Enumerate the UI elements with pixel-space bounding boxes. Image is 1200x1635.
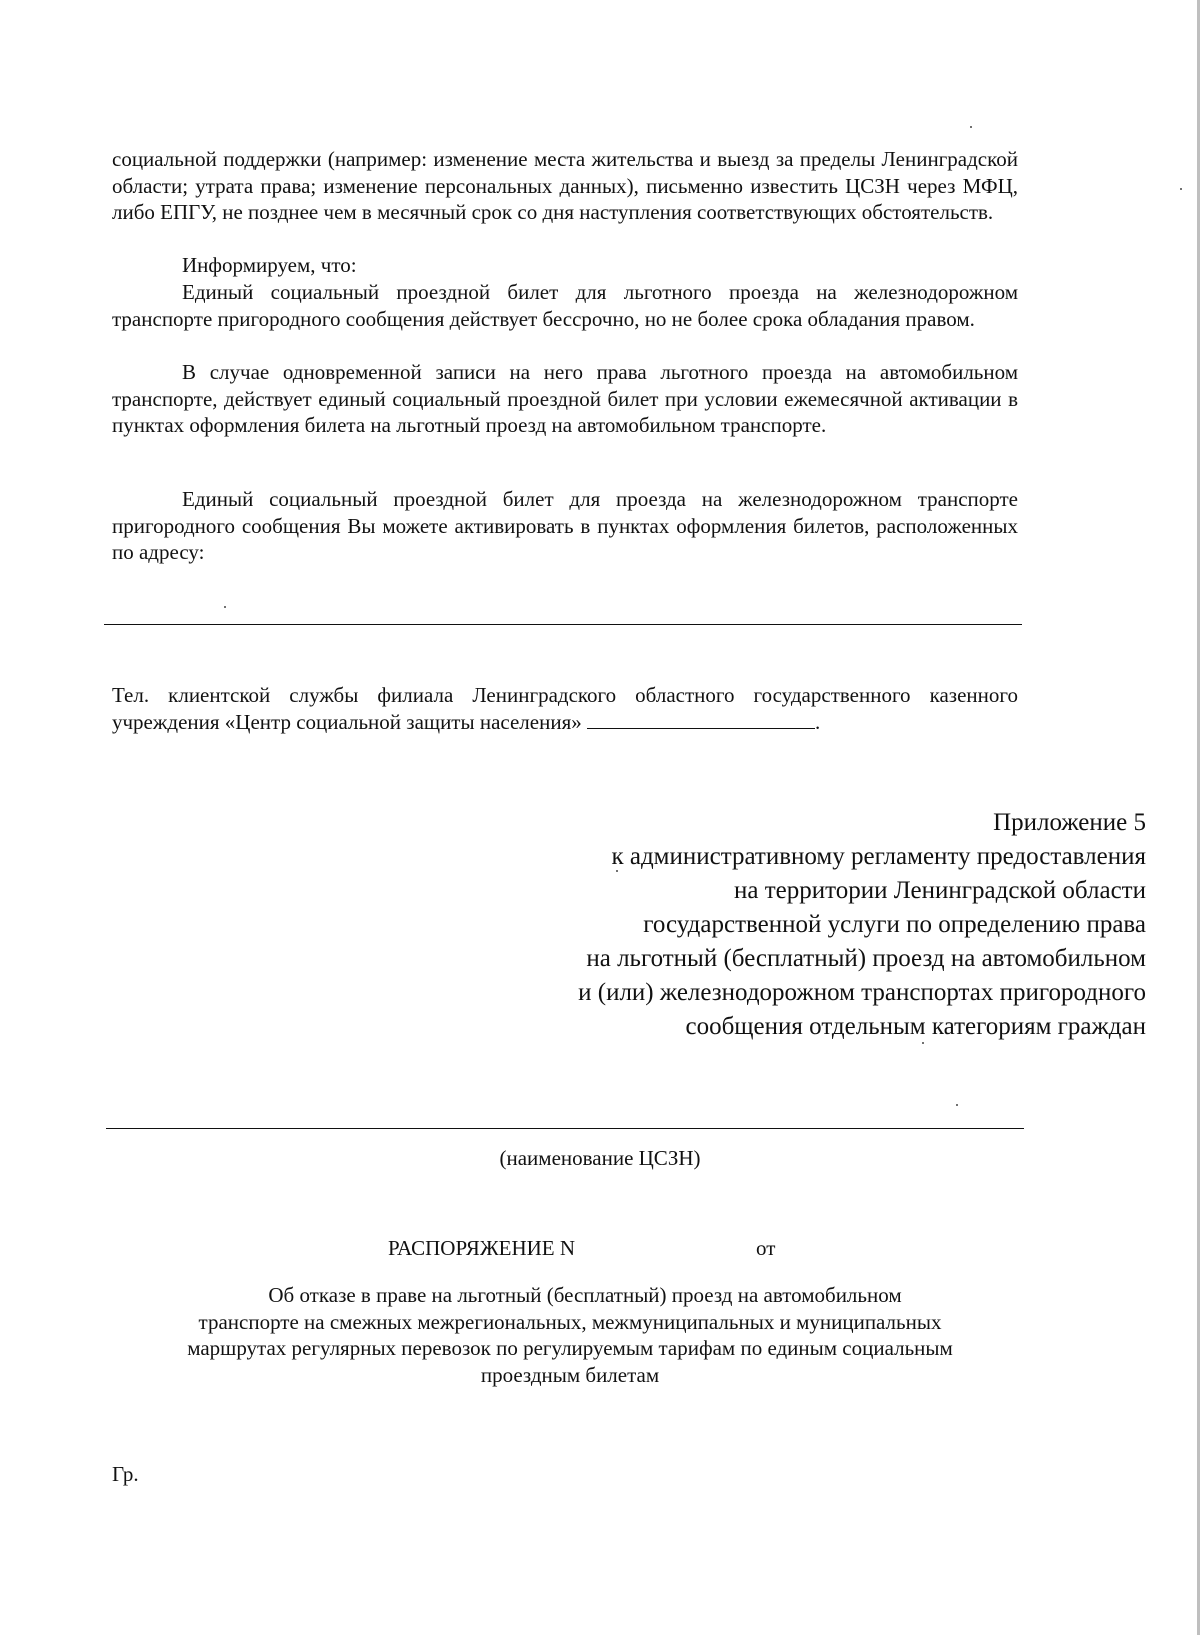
scan-speck: [970, 126, 972, 128]
org-name-blank-line: [106, 1128, 1024, 1129]
appendix-line: на льготный (бесплатный) проезд на автомобильном: [586, 945, 1146, 972]
phone-end-period: .: [814, 709, 821, 734]
scan-speck: [956, 1104, 958, 1106]
paragraph-phone: [112, 682, 1018, 735]
appendix-line: государственной услуги по определению права: [643, 911, 1146, 938]
order-subject: [100, 1282, 1040, 1388]
appendix-line: Приложение 5: [993, 809, 1146, 836]
appendix-line: сообщения отдельным категориям граждан: [685, 1013, 1146, 1040]
phone-text: Тел. клиентской службы филиала Ленинградского областного государственного казенного учреждения «Центр социальной защиты населения»: [112, 683, 1018, 734]
org-name-caption: (наименование ЦСЗН): [499, 1146, 701, 1170]
order-subject-line: маршрутах регулярных перевозок по регулируемым тарифам по единым социальным: [187, 1336, 953, 1360]
scan-speck: [922, 1042, 924, 1044]
order-title: РАСПОРЯЖЕНИЕ N: [388, 1236, 576, 1260]
scan-speck: [1180, 188, 1182, 190]
order-subject-line: транспорте на смежных межрегиональных, межмуниципальных и муниципальных: [198, 1309, 942, 1334]
order-subject-line: Об отказе в праве на льготный (бесплатный) проезд на автомобильном: [268, 1283, 902, 1307]
address-blank-line: [104, 624, 1022, 625]
phone-blank-line: [587, 710, 815, 729]
paragraph-activation: Единый социальный проездной билет для проезда на железнодорожном транспорте пригородного сообщения Вы можете активировать в пунктах оформления билетов, расположенных по адресу:: [112, 487, 1018, 564]
citizen-label: Гр.: [112, 1462, 139, 1486]
appendix-line: к административному регламенту предоставления: [611, 843, 1146, 870]
scan-speck: [616, 870, 618, 872]
paragraph-rail-ticket: Единый социальный проездной билет для льготного проезда на железнодорожном транспорте пригородного сообщения действует бессрочно, но не более срока обладания правом.: [112, 280, 1018, 331]
appendix-line: и (или) железнодорожном транспортах пригородного: [578, 979, 1146, 1006]
paragraph-auto-transport: В случае одновременной записи на него права льготного проезда на автомобильном транспорте, действует единый социальный проездной билет при условии ежемесячной активации в пунктах оформления билета на льготный проезд на автомобильном транспорте.: [112, 360, 1018, 437]
appendix-heading: [446, 806, 1146, 1044]
order-from-label: от: [756, 1236, 776, 1260]
appendix-line: на территории Ленинградской области: [734, 877, 1146, 904]
paragraph-inform: Информируем, что:: [182, 253, 357, 277]
scan-speck: [224, 606, 226, 608]
paragraph-notify-obligation: социальной поддержки (например: изменение места жительства и выезд за пределы Ленинградской области; утрата права; изменение персональных данных), письменно известить ЦСЗН через МФЦ, либо ЕПГУ, не позднее чем в месячный срок со дня наступления соответствующих обстоятельств.: [112, 147, 1018, 224]
order-subject-line: проездным билетам: [480, 1362, 660, 1387]
